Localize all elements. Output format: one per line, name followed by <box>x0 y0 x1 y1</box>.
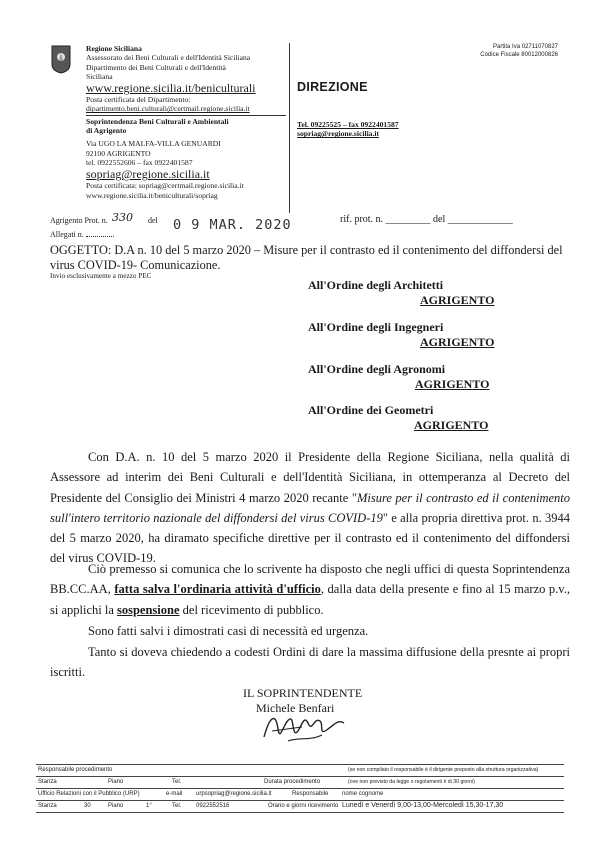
assessorato: Assessorato dei Beni Culturali e dell'Identità Siciliana <box>86 53 251 63</box>
dipartimento: Dipartimento dei Beni Culturali e dell'Identità <box>86 62 226 72</box>
paragraph-1: Con D.A. n. 10 del 5 marzo 2020 il Presidente della Regione Siciliana, nella qualità di Assessore ad interim dei Beni Culturali e dell'Identità Siciliana, in ottemperanza al Decreto del Presidente del Consiglio dei Ministri 4 marzo 2020 recante "Misure per il contrasto ed il contenimento sull'intero territorio nazionale del diffondersi del virus COVID-19" e alla propria direttiva prot. n. 3944 del 5 marzo 2020, ha diramato specifiche direttive per il contrasto ed il contenimento del diffondersi del virus COVID-19. <box>50 450 570 566</box>
footer-row-urp: Ufficio Relazioni con il Pubblico (URP) e-mail urpsopriag@regione.sicilia.it Responsabile nome cognome <box>36 788 564 800</box>
allegati: Allegati n. <box>50 230 114 239</box>
fiscal-info <box>448 44 558 59</box>
recipient-geometri <box>308 403 488 432</box>
recipient-name: All'Ordine degli Architetti <box>308 278 444 292</box>
recipient-city: AGRIGENTO <box>414 417 489 432</box>
recipient-city: AGRIGENTO <box>415 376 490 391</box>
footer-table <box>36 764 564 813</box>
subject: OGGETTO: D.A n. 10 del 5 marzo 2020 – Misure per il contrasto ed il contenimento del diffondersi del virus COVID-19- Comunicazione. <box>50 243 563 272</box>
website-link[interactable]: www.regione.sicilia.it/beniculturali <box>86 81 256 96</box>
direzione-contact <box>297 120 399 139</box>
recipient-name: All'Ordine dei Geometri <box>308 403 434 417</box>
sender-header <box>86 44 286 200</box>
direzione-email[interactable]: sopriag@regione.sicilia.it <box>297 129 380 139</box>
recipient-name: All'Ordine degli Ingegneri <box>308 320 444 334</box>
direzione-tel: Tel. 09225525 – fax 0922401587 <box>297 120 399 129</box>
address: Via UGO LA MALFA-VILLA GENUARDI <box>86 139 221 149</box>
dipartimento-cont: Siciliana <box>86 71 113 81</box>
codice-fiscale: Codice Fiscale 80012000826 <box>480 51 558 58</box>
recipient-ingegneri <box>308 320 494 349</box>
invio-pec: Invio esclusivamente a mezzo PEC <box>50 272 152 280</box>
region-name: Regione Siciliana <box>86 44 142 53</box>
soprintendenza: Soprintendenza Beni Culturali e Ambientali <box>86 115 286 126</box>
regione-sicilia-logo-icon <box>50 44 72 74</box>
recipient-architetti <box>308 278 494 307</box>
soprintendenza-cont: di Agrigento <box>86 126 127 136</box>
recipient-name: All'Ordine degli Agronomi <box>308 362 446 376</box>
protocol-del: del <box>148 216 158 225</box>
signature-title: IL SOPRINTENDENTE <box>243 686 363 700</box>
pec-label: Posta certificata del Dipartimento: <box>86 95 191 105</box>
paragraph-4: Tanto si doveva chiedendo a codesti Ordini di dare la massima diffusione della presnte ai propri iscritti. <box>50 645 570 680</box>
recipient-city: AGRIGENTO <box>420 334 495 349</box>
handwritten-signature-icon <box>258 707 348 749</box>
footer-row-responsabile: Responsabile procedimento (se non compilato il responsabile è il dirigente preposto alla struttura organizzativa) <box>36 764 564 776</box>
footer-row-stanza: Stanza Piano Tel. Durata procedimento (ove non previsto da legge o regolamenti è di 30 giorni) <box>36 776 564 788</box>
paragraph-2: Ciò premesso si comunica che lo scrivente ha disposto che negli uffici di questa Soprintendenza BB.CC.AA, fatta salva l'ordinaria attività d'ufficio, dalla data della presente e fino al 15 marzo p.v., si applichi la sospensione del ricevimento di pubblico. <box>50 562 570 617</box>
recipient-city: AGRIGENTO <box>420 292 495 307</box>
direzione-title: DIREZIONE <box>297 80 368 94</box>
paragraph-3: Sono fatti salvi i dimostrati casi di necessità ed urgenza. <box>88 624 369 638</box>
footer-row-orario: Stanza 30 Piano 1° Tel. 0922552516 Orario e giorni ricevimento Lunedì e Venerdì 9,00-13,00-Mercoledì 15,30-17,30 <box>36 800 564 813</box>
rif-protocol: rif. prot. n. _________ del _____________ <box>340 214 513 225</box>
recipient-agronomi <box>308 362 489 391</box>
protocol-prefix: Agrigento Prot. n. <box>50 216 108 225</box>
protocol-number: 330 <box>112 211 133 224</box>
city: 92100 AGRIGENTO <box>86 148 151 158</box>
header-divider <box>289 43 290 213</box>
website-sopriag[interactable]: www.regione.sicilia.it/beniculturali/sopriag <box>86 190 218 200</box>
tel-fax: tel. 0922552606 – fax 0922401587 <box>86 157 193 167</box>
pec-soprintendenza: Posta certificata: sopriag@certmail.regione.sicilia.it <box>86 181 244 191</box>
email-link[interactable]: sopriag@regione.sicilia.it <box>86 167 210 182</box>
pec-email[interactable]: dipartimento.beni.culturali@certmail.regione.sicilia.it <box>86 104 250 114</box>
date-stamp: 0 9 MAR. 2020 <box>173 217 292 233</box>
signature-name: Michele Benfari <box>256 701 335 715</box>
partita-iva: Partita Iva 02711070827 <box>493 44 558 50</box>
